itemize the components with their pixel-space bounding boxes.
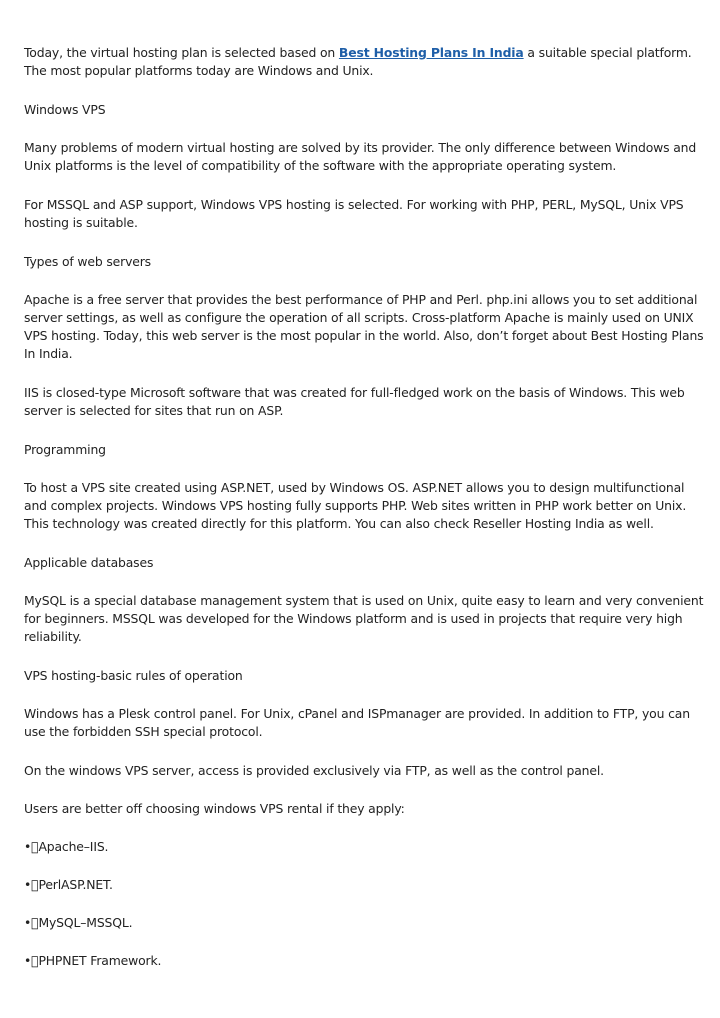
intro-paragraph — [24, 44, 704, 80]
paragraph-iis: IIS is closed-type Microsoft software that was created for full-fledged work on the basis of Windows. This web server is selected for sites that run on ASP. — [24, 384, 685, 418]
list-item: • PerlASP.NET. — [24, 876, 113, 892]
heading-programming: Programming — [24, 441, 106, 457]
list-item: • PHPNET Framework. — [24, 952, 162, 968]
paragraph-virtual-hosting: Many problems of modern virtual hosting are solved by its provider. The only difference between Windows and Unix platforms is the level of compatibility of the software with the appropriate operating system. — [24, 139, 697, 173]
paragraph-ftp-access: On the windows VPS server, access is provided exclusively via FTP, as well as the control panel. — [24, 762, 604, 778]
list-item: • Apache–IIS. — [24, 838, 109, 854]
heading-web-servers: Types of web servers — [24, 253, 151, 269]
paragraph-users-choose: Users are better off choosing windows VPS rental if they apply: — [24, 800, 405, 816]
paragraph-mysql: MySQL is a special database management system that is used on Unix, quite easy to learn and very convenient for beginners. MSSQL was developed for the Windows platform and is used in projects that require very high reliability. — [24, 592, 704, 644]
paragraph-apache: Apache is a free server that provides the best performance of PHP and Perl. php.ini allows you to set additional server settings, as well as configure the operation of all scripts. Cross-platform Apache is mainly used on UNIX VPS hosting. Today, this web server is the most popular in the world. Also, don’t forget about Best Hosting Plans In India. — [24, 291, 704, 362]
heading-vps-rules: VPS hosting-basic rules of operation — [24, 667, 243, 683]
heading-windows-vps: Windows VPS — [24, 101, 106, 117]
list-item: • MySQL–MSSQL. — [24, 914, 133, 930]
paragraph-aspnet: To host a VPS site created using ASP.NET, used by Windows OS. ASP.NET allows you to design multifunctional and complex projects. Windows VPS hosting fully supports PHP. Web sites written in PHP work better on Unix. This technology was created directly for this platform. You can also check Reseller Hosting India as well. — [24, 479, 687, 531]
paragraph-control-panels: Windows has a Plesk control panel. For Unix, cPanel and ISPmanager are provided. In addition to FTP, you can use the forbidden SSH special protocol. — [24, 705, 690, 739]
best-hosting-plans-link[interactable]: Best Hosting Plans In India — [338, 45, 524, 60]
heading-databases: Applicable databases — [24, 554, 154, 570]
intro-text-before: Today, the virtual hosting plan is selected based on — [24, 45, 339, 60]
paragraph-mssql-asp: For MSSQL and ASP support, Windows VPS hosting is selected. For working with PHP, PERL, MySQL, Unix VPS hosting is suitable. — [24, 196, 684, 230]
intro-text-after: a suitable special platform. The most popular platforms today are Windows and Unix. — [24, 45, 692, 79]
